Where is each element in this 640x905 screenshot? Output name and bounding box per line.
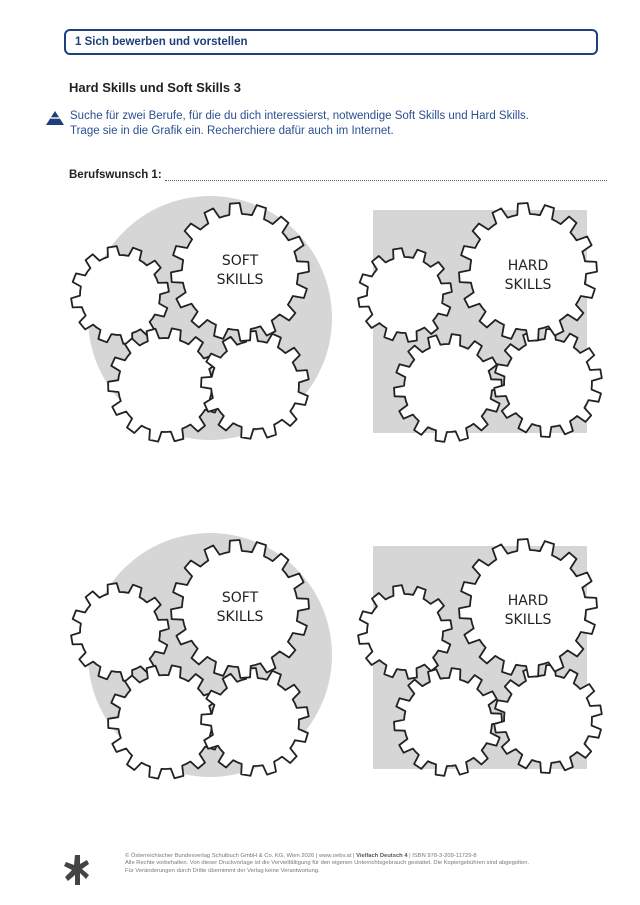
footer-copyright [125,853,605,875]
publisher-logo-icon [64,855,90,885]
gear-label-line2: SKILLS [216,272,264,288]
task-line-2: Trage sie in die Grafik ein. Recherchiere dafür auch im Internet. [70,125,394,137]
hard-skills-graphic-2 [358,539,602,776]
career-wish-label: Berufswunsch 1: [69,169,162,181]
footer-line-2: Alle Rechte vorbehalten. Von dieser Druckvorlage ist die Vervielfältigung für den eigenen Unterrichtsgebrauch gestattet. Die Kopiergebühren sind abgegolten. [125,860,530,867]
gear-label-line2: SKILLS [216,609,264,625]
gear-label-line1: SOFT [221,590,259,606]
gear-label-line1: SOFT [221,253,259,269]
task-line-1: Suche für zwei Berufe, für die du dich interessierst, notwendige Soft Skills und Hard Skills. [70,110,529,122]
footer-line-3: Für Veränderungen durch Dritte übernimmt der Verlag keine Verantwortung. [125,867,320,874]
hard-skills-graphic-1 [358,203,602,442]
page-title: Hard Skills und Soft Skills 3 [69,80,241,95]
gear-label-line1: HARD [507,593,549,609]
gear-shape[interactable] [358,585,452,679]
gear-shape[interactable] [358,248,452,342]
soft-skills-graphic-2 [71,533,332,779]
soft-skills-graphic-1 [71,196,332,442]
gear-label-line2: SKILLS [504,612,552,628]
chapter-title: 1 Sich bewerben und vorstellen [75,36,248,48]
gear-label-line2: SKILLS [504,277,552,293]
gear-label-line1: HARD [507,258,549,274]
footer-line-1: © Österreichischer Bundesverlag Schulbuch GmbH & Co. KG, Wien 2026 | www.oebv.at | Vielfach Deutsch 4 | ISBN 978-3-209-11729-8 [125,853,477,859]
